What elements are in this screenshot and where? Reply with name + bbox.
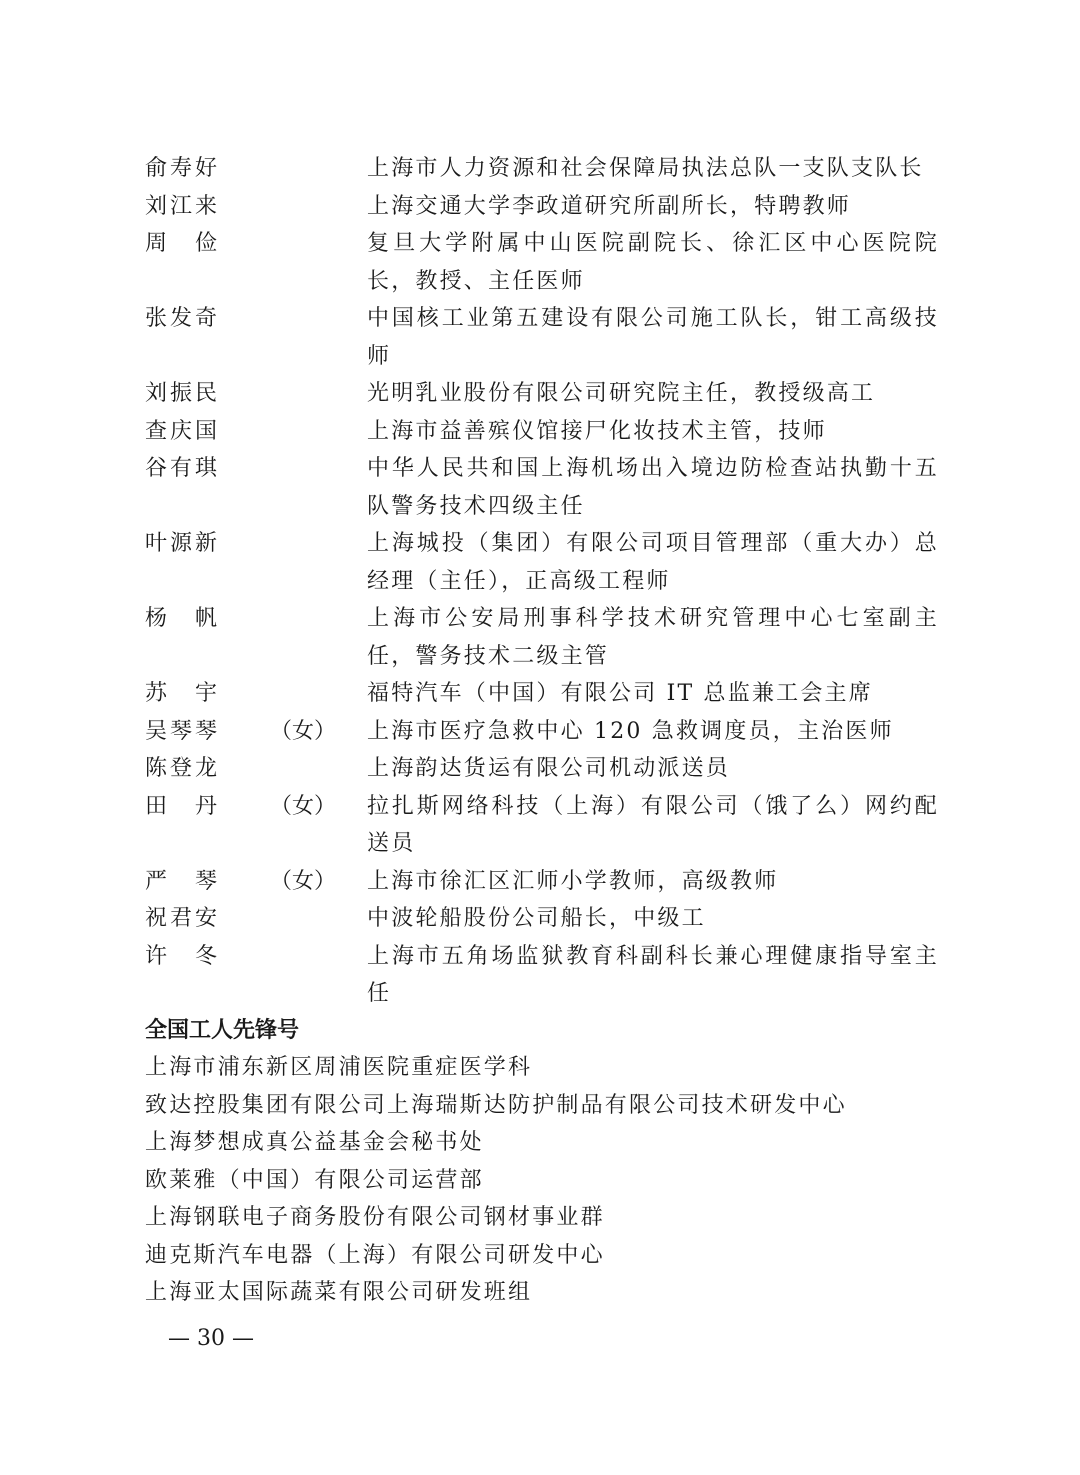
honoree-name: 叶源新 <box>145 531 217 556</box>
honoree-description: 中波轮船股份公司船长，中级工 <box>367 906 706 931</box>
honoree-name: 张发奇 <box>145 306 217 331</box>
honoree-entry <box>145 863 945 901</box>
honoree-description: 复旦大学附属中山医院副院长、徐汇区中心医院院长，教授、主任医师 <box>367 231 939 294</box>
honoree-description: 中华人民共和国上海机场出入境边防检查站执勤十五队警务技术四级主任 <box>367 456 939 519</box>
honoree-name: 田丹 <box>145 793 217 819</box>
honoree-list <box>145 150 945 1013</box>
unit-item: 上海亚太国际蔬菜有限公司研发班组 <box>145 1280 533 1305</box>
honoree-entry <box>145 225 945 300</box>
honoree-description: 上海市徐汇区汇师小学教师，高级教师 <box>367 868 779 894</box>
unit-item: 致达控股集团有限公司上海瑞斯达防护制品有限公司技术研发中心 <box>145 1092 847 1118</box>
honoree-name: 俞寿好 <box>145 156 217 181</box>
honoree-entry <box>145 188 945 226</box>
honoree-description: 拉扎斯网络科技（上海）有限公司（饿了么）网约配送员 <box>367 793 939 856</box>
honoree-name: 吴琴琴 <box>145 718 217 744</box>
honoree-entry <box>145 525 945 600</box>
honoree-entry <box>145 413 945 451</box>
honoree-description: 上海韵达货运有限公司机动派送员 <box>367 756 731 781</box>
page-number: — 30 — <box>168 1326 254 1351</box>
honoree-entry <box>145 375 945 413</box>
honoree-entry <box>145 450 945 525</box>
honoree-name: 谷有琪 <box>145 456 217 481</box>
honoree-entry <box>145 900 945 938</box>
honoree-entry <box>145 938 945 1013</box>
honoree-name: 刘江来 <box>145 193 217 219</box>
honoree-description: 上海市医疗急救中心 120 急救调度员，主治医师 <box>367 718 894 744</box>
honoree-name: 许冬 <box>145 943 217 969</box>
unit-item: 上海市浦东新区周浦医院重症医学科 <box>145 1055 533 1080</box>
unit-item: 上海钢联电子商务股份有限公司钢材事业群 <box>145 1205 605 1230</box>
honoree-description: 上海市五角场监狱教育科副科长兼心理健康指导室主任 <box>367 943 939 1006</box>
honoree-gender: （女） <box>270 868 337 894</box>
honoree-description: 中国核工业第五建设有限公司施工队长，钳工高级技师 <box>367 306 939 369</box>
honoree-entry <box>145 675 945 713</box>
unit-item: 上海梦想成真公益基金会秘书处 <box>145 1130 484 1155</box>
honoree-description: 上海城投（集团）有限公司项目管理部（重大办）总经理（主任），正高级工程师 <box>367 531 939 594</box>
honoree-gender: （女） <box>270 793 337 819</box>
honoree-entry <box>145 713 945 751</box>
honoree-name: 严琴 <box>145 868 217 894</box>
honoree-gender: （女） <box>270 718 337 744</box>
honoree-entry <box>145 150 945 188</box>
honoree-entry <box>145 300 945 375</box>
honoree-name: 查庆国 <box>145 418 217 444</box>
honoree-entry <box>145 600 945 675</box>
section-title: 全国工人先锋号 <box>145 1018 300 1043</box>
honoree-description: 福特汽车（中国）有限公司 IT 总监兼工会主席 <box>367 681 873 706</box>
honoree-description: 上海交通大学李政道研究所副所长，特聘教师 <box>367 193 852 219</box>
honoree-description: 上海市公安局刑事科学技术研究管理中心七室副主任，警务技术二级主管 <box>367 606 939 669</box>
honoree-name: 周俭 <box>145 231 217 256</box>
honoree-name: 苏宇 <box>145 681 217 706</box>
honoree-entry <box>145 788 945 863</box>
honoree-name: 刘振民 <box>145 381 217 406</box>
unit-item: 迪克斯汽车电器（上海）有限公司研发中心 <box>145 1242 605 1268</box>
honoree-name: 祝君安 <box>145 906 217 931</box>
honoree-entry <box>145 750 945 788</box>
honoree-description: 光明乳业股份有限公司研究院主任，教授级高工 <box>367 381 876 406</box>
unit-item: 欧莱雅（中国）有限公司运营部 <box>145 1167 484 1193</box>
unit-list <box>145 1049 945 1312</box>
honoree-name: 陈登龙 <box>145 756 217 781</box>
honoree-description: 上海市益善殡仪馆接尸化妆技术主管，技师 <box>367 418 827 444</box>
honoree-name: 杨帆 <box>145 606 217 631</box>
honoree-description: 上海市人力资源和社会保障局执法总队一支队支队长 <box>367 156 924 181</box>
